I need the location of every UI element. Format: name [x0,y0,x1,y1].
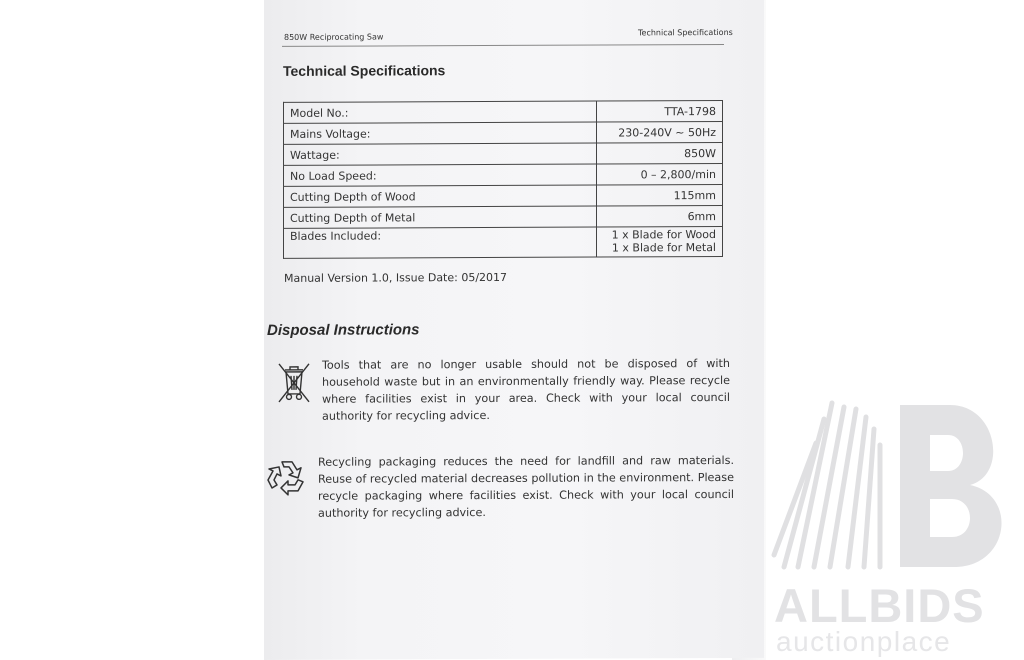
watermark-sub: auctionplace [776,626,952,657]
table-row [284,205,723,228]
table-row [284,100,723,123]
table-row [284,226,723,258]
spec-value: 6mm [597,205,723,227]
table-row [284,121,723,144]
table-row [284,184,723,207]
spec-value: 850W [597,142,723,164]
disposal-section-title: Disposal Instructions [267,321,420,339]
running-header-left: 850W Reciprocating Saw [284,32,384,42]
spec-value: 0 – 2,800/min [597,163,723,185]
watermark-brand: ALLBIDS [774,579,985,632]
spec-label: Wattage: [284,143,597,165]
spec-value: 115mm [597,184,723,206]
recycling-paragraph: Recycling packaging reduces the need for landfill and raw materials. Reuse of recycled material decreases pollution in the environment. Please recycle packaging where facilities exist. Check with your local council authority for recycling advice. [318,453,734,520]
disposal-paragraph: Tools that are no longer usable should not be disposed of with household waste but in an environmentally friendly way. Please recycle where facilities exist in your area. Check with your local council authority for recycling advice. [322,356,730,423]
crossed-out-wheelie-bin-icon [276,360,312,404]
header-divider [282,44,724,47]
spec-value [597,226,723,257]
spec-value-line: 1 x Blade for Wood [611,228,716,242]
manual-page [264,0,764,660]
running-header-right: Technical Specifications [638,27,733,38]
spec-label: No Load Speed: [284,164,597,186]
manual-version: Manual Version 1.0, Issue Date: 05/2017 [284,270,508,285]
spec-table [283,100,723,259]
spec-value: TTA-1798 [597,100,723,122]
spec-label: Cutting Depth of Metal [284,206,597,228]
spec-value: 230-240V ~ 50Hz [597,121,723,143]
table-row [284,142,723,165]
table-row [284,163,723,186]
spec-label: Blades Included: [284,227,597,258]
spec-label: Cutting Depth of Wood [284,185,597,207]
spec-section-title: Technical Specifications [283,62,446,79]
spec-label: Model No.: [284,101,597,123]
spec-label: Mains Voltage: [284,122,597,144]
recycle-icon [266,456,308,498]
spec-value-line: 1 x Blade for Metal [611,241,716,255]
